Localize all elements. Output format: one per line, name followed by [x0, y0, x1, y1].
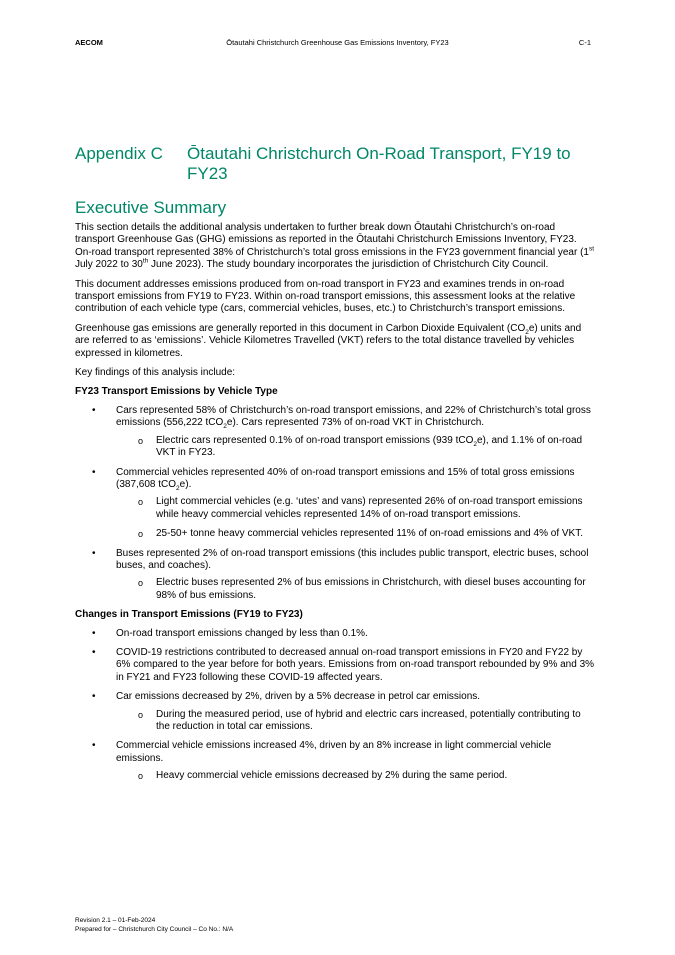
page-number: C-1	[578, 38, 591, 47]
list-item	[75, 467, 595, 541]
cars-text-b: e). Cars represented 73% of on-road VKT in Christchurch.	[226, 417, 485, 429]
intro-paragraph-2: This document addresses emissions produced from on-road transport in FY23 and examines trends in on-road transport emissions from FY19 to FY23. Within on-road transport emissions, this assessment looks at the relative contribution of each vehicle type (cars, commercial vehicles, buses, etc.) to Christchurch’s transport emissions.	[75, 278, 576, 315]
list-item	[116, 496, 596, 521]
change-text: Commercial vehicle emissions increased 4%, driven by an 8% increase in light commercial vehicle emissions.	[116, 740, 552, 764]
intro-p1-text-b: July 2022 to 30	[75, 259, 143, 271]
ecars-text-a: Electric cars represented 0.1% of on-road transport emissions (939 tCO	[156, 434, 474, 446]
cv-text-a: Commercial vehicles represented 40% of on-road transport emissions and 15% of total gross emissions (387,608 tCO	[116, 466, 575, 490]
cars-text-a: Cars represented 58% of Christchurch’s on-road transport emissions, and 22% of Christchurch’s total gross emissions (556,222 tCO	[116, 404, 591, 429]
sub-list	[116, 435, 595, 460]
list-item	[75, 647, 595, 684]
page-body	[75, 198, 595, 790]
ordinal-st: st	[588, 245, 595, 253]
change-subtext: During the measured period, use of hybrid and electric cars increased, potentially contributing to the reduction in total car emissions.	[156, 708, 581, 732]
changes-list	[75, 628, 595, 783]
bullet-icon: •	[92, 627, 96, 639]
list-item	[75, 740, 595, 782]
bullet-icon: •	[92, 646, 96, 658]
prepared-for-line: Prepared for – Christchurch City Council – Co No.: N/A	[75, 925, 234, 933]
hcv-text: 25-50+ tonne heavy commercial vehicles represented 11% of on-road emissions and 4% of VKT.	[156, 528, 583, 540]
bullet-icon: •	[92, 466, 96, 478]
list-item	[116, 577, 596, 602]
co2-subscript: 2	[223, 423, 227, 431]
document-title: Ōtautahi Christchurch Greenhouse Gas Emissions Inventory, FY23	[226, 38, 449, 47]
fy23-list	[75, 405, 595, 602]
revision-line: Revision 2.1 – 01-Feb-2024	[75, 917, 156, 924]
circle-bullet-icon: o	[138, 578, 144, 589]
co2-subscript: 2	[473, 440, 477, 448]
circle-bullet-icon: o	[138, 435, 144, 446]
sub-list	[116, 709, 595, 734]
ordinal-th: th	[142, 257, 149, 265]
sub-list	[116, 770, 595, 782]
change-subtext: Heavy commercial vehicle emissions decreased by 2% during the same period.	[156, 770, 508, 782]
bullet-icon: •	[92, 691, 96, 703]
intro-p3-text-b: e) units and are referred to as ‘emissions’. Vehicle Kilometres Travelled (VKT) refers to the total distance travelled by vehicles expressed in kilometres.	[75, 322, 582, 359]
bullet-icon: •	[92, 547, 96, 559]
list-item	[75, 628, 595, 640]
list-item	[75, 691, 595, 733]
changes-heading: Changes in Transport Emissions (FY19 to FY23)	[75, 609, 303, 621]
list-item	[116, 709, 596, 734]
list-item	[75, 405, 595, 460]
co2-subscript: 2	[525, 328, 529, 336]
sub-list	[116, 496, 595, 540]
cv-text-b: e).	[179, 478, 192, 490]
intro-paragraph-3	[75, 323, 595, 360]
ecars-text-b: e), and 1.1% of on-road VKT in FY23.	[156, 434, 583, 459]
section-title: Executive Summary	[75, 198, 227, 217]
company-name: AECOM	[75, 38, 103, 47]
appendix-title: Ōtautahi Christchurch On-Road Transport, FY19 to FY23	[187, 144, 571, 183]
intro-p1-text-c: June 2023). The study boundary incorporates the jurisdiction of Christchurch City Council.	[148, 259, 549, 271]
intro-p1-text-a: This section details the additional analysis undertaken to further break down Ōtautahi Christchurch’s on-road transport Greenhouse Gas (GHG) emissions as reported in the Ōtautahi Christchurch Emissions Inventory, FY23. On-road transport represented 38% of Christchurch’s total gross emissions in the FY23 government financial year (1	[75, 222, 589, 258]
circle-bullet-icon: o	[138, 497, 144, 508]
list-item	[116, 770, 596, 782]
change-text: Car emissions decreased by 2%, driven by a 5% decrease in petrol car emissions.	[116, 691, 481, 703]
circle-bullet-icon: o	[138, 529, 144, 540]
page-footer	[75, 917, 233, 934]
intro-paragraph-4: Key findings of this analysis include:	[75, 367, 236, 379]
sub-list	[116, 577, 595, 602]
intro-p3-text-a: Greenhouse gas emissions are generally reported in this document in Carbon Dioxide Equivalent (CO	[75, 322, 526, 334]
circle-bullet-icon: o	[138, 771, 144, 782]
change-text: On-road transport emissions changed by less than 0.1%.	[116, 627, 368, 639]
intro-paragraph-1	[75, 222, 595, 272]
co2-subscript: 2	[176, 484, 180, 492]
circle-bullet-icon: o	[138, 709, 144, 720]
list-item	[75, 548, 595, 603]
bullet-icon: •	[92, 404, 96, 416]
appendix-label: Appendix C	[75, 144, 163, 163]
change-text: COVID-19 restrictions contributed to decreased annual on-road transport emissions in FY20 and FY22 by 6% compared to the year before for both years. Emissions from on-road transport rebounded by 9% and 3% in FY21 and FY23 following these COVID-19 affected years.	[116, 646, 595, 683]
buses-text: Buses represented 2% of on-road transport emissions (this includes public transport, electric buses, school buses, and coaches).	[116, 547, 589, 571]
bullet-icon: •	[92, 740, 96, 752]
ebuses-text: Electric buses represented 2% of bus emissions in Christchurch, with diesel buses accounting for 98% of bus emissions.	[156, 577, 586, 601]
list-item	[116, 528, 596, 540]
lcv-text: Light commercial vehicles (e.g. ‘utes’ and vans) represented 26% of on-road transport emissions while heavy commercial vehicles represented 14% of on-road transport emissions.	[156, 496, 583, 520]
list-item	[116, 435, 596, 460]
fy23-heading: FY23 Transport Emissions by Vehicle Type	[75, 386, 278, 398]
